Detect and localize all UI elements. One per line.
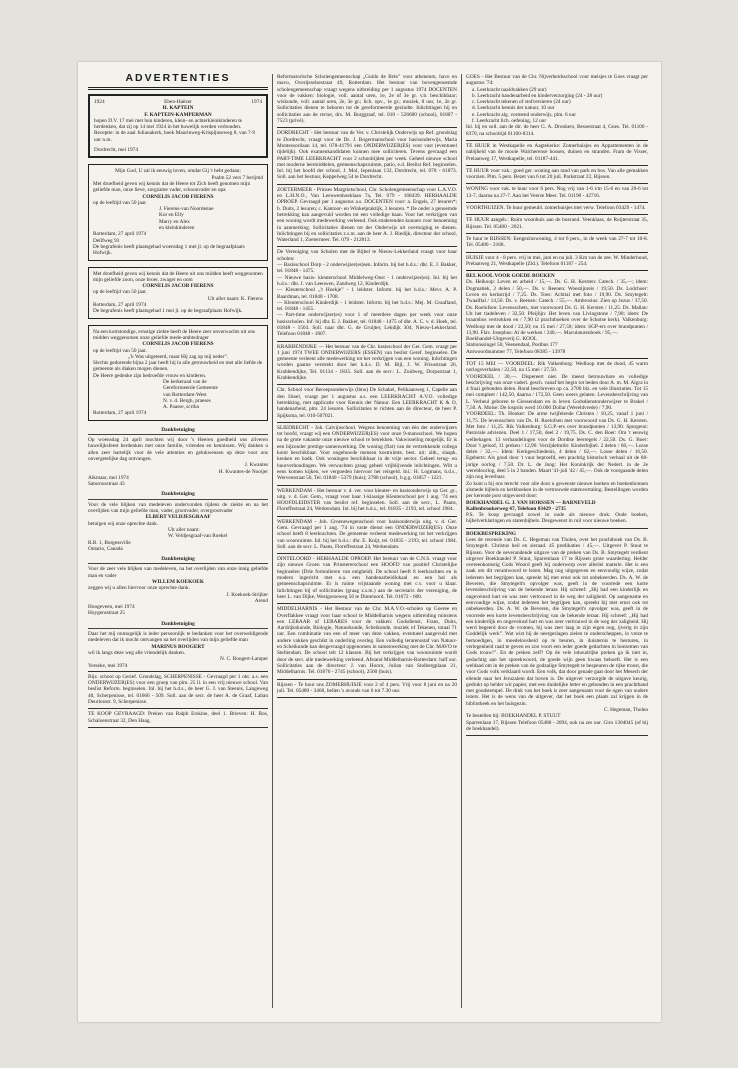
deceased-name: WILLEM KOEKOEK — [152, 579, 204, 585]
notice-text: Met droefheid geven wij kennis dat de Heere uit ons midden heeft weggenomen mijn geliefde zoon, onze broer, zwager en oom — [93, 270, 263, 283]
offer-text: TOT 15 MEI — VOORDEEL: Rik Valkenburg: Wedloop met de dood, 45 warm oorlogsverhalen / 22,50, na 15 mei / 27,50. — [466, 360, 648, 374]
review-signer: C. Hegeman, Tholen — [603, 707, 648, 714]
column-divider — [461, 74, 462, 1008]
classified-ad: WONING voor vak. te huur voor 6 pers. Nog vrij van 1-6 t/m 15-6 en van 29-6 tot 13-7, daarna na 27-7. Aan het Veerse Meer. Tel. 01190 - 42716. — [466, 184, 648, 203]
notice-text: Met droefheid geven wij kennis dat de Heere tot Zich heeft genomen mijn geliefde man, onze lieve, zorgzame vader, schoonvader en opa — [93, 180, 251, 194]
deceased-name: ELBERT VELDJESGRAAF — [145, 514, 211, 521]
column-right — [466, 72, 648, 1010]
deceased-name: CORNELIS JACOB FIERENS — [142, 283, 214, 290]
ad-intro: GOES - Het Bestuur van de Chr. Nijverheidsschool voor meisjes te Goes vraagt per augustus '74: — [466, 74, 648, 87]
offer-text: P.S. Te koop gevraagd zowel in oude als nieuwe druk: Oude boeken, bijbelverklaringen en statenbijbels. Desgewenst in ruil voor nieuwe boeken. — [466, 512, 648, 525]
place-date: Rotterdam, 27 april 1974 — [93, 231, 147, 238]
classified-ad: MIDDELHARNIS - Het Bestuur van de Chr. M.A.V.O.-scholen op Goeree en Overflakkee vraagt voor haar school te Middelharnis wegens uitbreiding minstens een LERAAR of LERARES voor de vakken: Godsdienst, Frans, Duits, Aardrijkskunde, Biologie, Natuurkunde, Scheikunde, muziek of Tekenen, totaal 71 uur. Een combinatie van een of meer van deze vakken, eventueel aangevuld met andere vakken geschikt in onderling overleg. Een volledig lerarensstaf van Natuur- en Scheikunde kan desgevraagd opgenomen in samenwerking met de Chr. MAVO te Stellendam. De school telt 12 klassen. Bij het verkrijgen van woonruimte wordt door de secr. alle medewerking verleend. Afstand Middelharnis-Rotterdam: half uur. Sollicitaties aan de directeur: J. van Hoorn, Julian van Stolbergplaan 21, Middelharnis. Tel. 01870 - 2745 (school), 2560 (huis). — [277, 604, 457, 679]
classified-ad: ZOETERMEER - Prinses Margrietschool, Chr. Scholengemeenschap voor L.A.V.O. en L.H.N.O., Van Leeuwenhoeklaan 7a, Tel. 079 - 168439. HERHAALDE OPROEP. Gevraagd per 1 augustus a.s. DOCENTEN voor: a. Engels, 27 lesuren*; b. Duits, 2 lesuren; c. Kantoor- en Winkelpraktijk, 3 lesuren. * De onder a genoemde betrekking kan aangevuld worden tot een volledige baan. Voor het verkrijgen van een woning wordt medewerking verleend. Ook studerenden kunnen voor benoeming in aanmerking. Sollicitaties dienen tot der Onderwijs uit overtuiging te dienen. Inlichtingen bij en sollicitaties z.s.m. aan de heer A. J. Riedijk, directeur der school, Waterland 1, Zoetermeer. Tel. 079 - 212813. — [277, 185, 457, 248]
person-name: H. KAPTEIN — [162, 105, 194, 112]
year-left: 1924 — [94, 99, 105, 105]
thanks-heading: Dankbetuiging — [88, 491, 268, 499]
classified-ad: TE KOOP GEVRAAGD: Preken van Ralph Erskine, deel 1. Brieven: H. Bos, Schaloenstraat 32, Den Haag. — [88, 709, 268, 728]
notice-text: Na een kortstondige, ernstige ziekte heeft de Heere zeer onverwachts uit ons midden weggenomen onze geliefde mede-ambtsdrager — [93, 328, 256, 341]
verse-ref: Psalm 52 vers 7 berijmd — [211, 174, 263, 181]
thanks-text: zeggen wij u allen hiervoor onze oprechte dank. — [88, 585, 190, 592]
ad-outro: Inl. bij en soll. aan de dir. de heer G. A. Dronkers, Bessestraat 4, Goes. Tel. 01100 - 8370, na schooltijd 01100-8314. — [466, 124, 648, 137]
mourners: Uit aller naam: K. Fierens — [207, 295, 263, 302]
age: op de leeftijd van 50 jaar. — [93, 199, 147, 206]
deceased-name: CORNELIS JACOB FIERENS — [142, 193, 214, 200]
review-title: BOEKBESPREKING — [466, 530, 517, 537]
obituary-notice — [88, 325, 268, 421]
classified-ad: WERKENDAM - Het bestuur v. d. ver. voor kleuter- en basisonderwijs op Ger. gr., uitg. v. d. Ger. Gem., vraagt voor haar 1-klassige Kleuterschool per 1 aug. '74 een HOOFDLEIDSTER van beslist ref. beginselen. Soll. aan de secr., L. Paans, Floreffestraat 24, Werkendam. Inl. bij het h.d.s., tel. 01835 - 2193, tel. school 1984. — [277, 486, 457, 517]
thanks-names: Uit aller naam: W. Veldjesgraaf-van Roekel — [168, 526, 228, 540]
thanks-names: J. Kwantes H. Kwantes-de Nooijer — [218, 462, 268, 475]
classified-ad: De Vereniging van Scholen met de Bijbel te Nieuw-Lekkerland vraagt voor haar scholen: — Basisschool Dorp - 2 onderwijzer(es)sen. Inform. bij het h.d.s.: dhr. E. J. Bakker, tel. 01848 - 1475. — Nieuwe basis- kleuterschool Middelweg-Oost - 1 onderwijzer(es). Inl. bij het h.d.s.: dhr. J. van Leeuwen, Zandweg 12, Kinderdijk. — Kleuterschool „'t Hoekje” - 1 leidster. Inform. bij het h.d.s.: Mevr. A. P. Baardman, tel. 01848 - 1708. — Kleuterschool Kinderdijk - 1 leidster. Inform. bij het h.d.s.: Mej. M. Graafland, tel. 01848 - 1455. — Part-time onderwijzer(es) voor 1 of meerdere dagen per week voor onze basisscholen. Inf. bij dhr. E. J. Bakker, tel. 01848 - 1475 of dhr. A. C. v. d. Hoek, tel. 01848 - 1503. Soll. naar dhr. G. de Gruijter, Lekdijk 304, Nieuw-Lekkerland. Telefoon 01848 - 1807. — [277, 247, 457, 341]
obituary-notice — [88, 164, 268, 260]
burial-text: De begrafenis heeft plaatsgehad 1 mei jl. op de begraafplaats Hofwijk. — [93, 308, 243, 315]
bookshop-title: BEL KOOL VOOR GOEDE BOEKEN — [466, 273, 555, 280]
motto: Eben-Haëzer — [164, 99, 192, 105]
list-item: b. Leerkracht handenarbeid en kinderverzorging (24 - 28 uur) — [472, 92, 603, 99]
bookshop-ad — [466, 271, 648, 359]
bookshop-address: Te bestellen bij: BOEKHANDEL P. STUUT Sparrenlaan 17, Rijssen Telefoon 05480 - 2094, ook na zes uur. Giro 1304045 (of bij de boekhandel). — [466, 713, 648, 732]
column-left — [88, 72, 268, 1010]
thanks-text: betuigen wij onze oprechte dank. — [88, 520, 159, 527]
thanks-heading: Dankbetuiging — [88, 427, 268, 435]
address: Saturnusstraat 43 — [88, 481, 125, 488]
notice-text: hopen D.V. 17 mei met hun kinderen, klein- en achterkleinkinderen te herdenken, dat zij op 14 mei 1924 in het huwelijk werden verbonden. — [94, 117, 243, 131]
classified-ad: KRABBENDIJKE — Het bestuur van de Chr. basisschool der Ger. Gem. vraagt per 1 juni 1974 TWEE ONDERWIJZERS (ESSEN) van beslist Geref. beginselen. De gemeente verleent alle medewerking tot het verkrijgen van een woning. Inlichtingen worden gaarne verstrekt door het h.d.s. D. M. Bijl, J. W. Frisostraat 26, Krabbendijke, Tel. 01134 - 1835. Soll. aan de secr.: L. Zuidweg, Dorpsstraat 1, Krabbendijke. — [277, 342, 457, 386]
thanks-names: J. Koekoek-Strijker Arend — [226, 591, 268, 604]
classified-ad: SLIEDRECHT - Joh. Calvijnschool. Wegens benoeming van één der onderwijzers tot hoofd, vraagt wij een ONDERWIJZER(ES) voor onze 9-mansschool. We hopen na de grote vakantie onze nieuwe school te betrekken. Vakwisseling mogelijk. Er is een bijzonder prettige samenwerking. De woning (flat) van de vertrekkende collega komt beschikbaar. Voor ongehuwde mensen kostruimte, best. uit: zitk., slaapk. keuken en badk. Ook woningen beschikbaar in de vrije sector. Geheel terug- en huurverhoudingen. We verwachten graag geheel vrijblijvende inlichtingen. Wilt u eens komen kijken, we vergoeden hiervoor het reisgeld. Inl.: H. Logmans, h.d.s., Wervenstraat 50, Tel. 01840 - 5379 (huis); 2788 (school), b.g.g. 01857 - 1221. — [277, 423, 457, 486]
list-item: e. Leerkracht alg. vormend onderwijs, plm. 6 uur — [472, 111, 576, 118]
list-item: f. Leerkracht lich. oefening, 12 uur — [472, 118, 547, 125]
newspaper-page — [78, 62, 661, 1022]
place-date: R.R. 1, Burgessville Ontario, Canada — [88, 539, 131, 552]
bookshop-address: BOEKHANDEL G. J. VAN HORSSEN — BARNEVELD Kallenbrookerweg 47, Telefoon 03429 - 2735 — [466, 499, 596, 512]
column-middle — [277, 72, 457, 1010]
notice-text: De Heere gedenke zijn bedroefde vrouw en kinderen. — [93, 372, 207, 379]
notice-text: Slechts gedurende bijna 2 jaar heeft hij in alle getrouwheid en met alle liefde de gemeente als diaken mogen dienen. — [93, 360, 263, 373]
age: op de leeftijd van 50 jaar. — [93, 289, 147, 296]
burial-text: De begrafenis heeft plaatsgehad woensdag 1 mei jl. op de begraafplaats Hofwijk. — [93, 243, 245, 257]
place-date: Alkmaar, mei 1974 — [88, 474, 129, 481]
place-date: Rotterdam, 27 april 1974 — [93, 410, 147, 417]
classified-ad: DORDRECHT - Het bestuur van de Ver. v. Christelijk Onderwijs op Ref. grondslag te Dordrecht, vraagt voor de Ds. J. Bogermanschool voor basisonderwijs, Maria Montessorilaan 14, tel. 078-41791 een ONDERWIJZER(ES) voor vast (eventueel tijdelijk). Ook examenkandidaten kunnen mee solliciteren. Tevens gevraagd een PART-TIME LEERKRACHT voor 2 schooltijden per week. Geheel nieuwe school met moderne leermiddelen, gemeenschapsruimte, patio, e.d. Beslist Ref. beginselen. Inl. bij het hoofd der school, J. Mol, Iepenlaan 132, Dordrecht, tel. 078 - 61873. Soll. aan het bestuur, Keppelweg 54 te Dordrecht. — [277, 128, 457, 184]
bookshop-text: Ds. Heikoop: Leven en arbeid / 15,—. Ds. G. H. Kersten: Catech. / 35,—; idem: Dogmatiek, 2 delen / 50,—. Ds. v. Reenen: Woestijnreis / 19,50. Ds. Lodcboer: Leven en kerkstrijd / 7,25. Ds. Toes: Achttal met foto / 19,90. Ds. Smytegelt: Twaalftal / 14,50. Ds. v. Reenen: Catech. / 55,—. Ambrosius: Zien op Jezus / 37,50. Ds. Roelofsen: Levensschets, met voorwoord Ds. G. H. Kersten / 11,25. Ds. Mallan: Uit het tiadeleven / 32,50. Pfeijlijn: Het leven van Livingstone / 7,90; idem: De braambos vertrokken en / 7,90 t2 prachtboeken over de Schotse kerk). Valkenburg: Wedloop met de dood / 22,50; nu 15 mei / 27,50; idem: SGP-ers over brandpunten / 13,90. Flav. Josephus: Al de werken / 240,—. Maculaturenboek / 95,—. — [466, 279, 648, 336]
anniversary-notice — [88, 94, 268, 158]
bookshop-address: Boekhandel-Uitgeverij G. KOOL Stationssingel 50, Veenendaal, Postbus 177 Antwoordnummer 77, Telefoon 08385 - 13978 — [466, 336, 566, 355]
place-date: Dordrecht, mei 1974 — [94, 147, 138, 154]
verse: Mijn God, U zal ik eeuwig loven, omdat Gij 't hebt gedaan; — [115, 168, 241, 175]
classified-ad: Chr. School voor Beroepsonderwijs (lbno) De Schakel, Pelikaanweg 1, Capelle aan den IJssel, vraagt per 1 augustus a.s. een LEERKRACHT A.V.O. volledige betrekking, met applicatie voor Kennis der Natuur. Een LEERKRACHT K & O, handenarbeid, plm. 24 lesuren. Sollicitaties te richten aan de directeur, de heer P. Spijksma, tel. 010-507021. — [277, 385, 457, 422]
age: op de leeftijd van 50 jaar. — [93, 347, 147, 354]
deceased-name: MARINUS BOOGERT — [151, 643, 205, 650]
classified-ad: TE HUUR in Westkapelle en Aagtekerke: Zomerhuisjes en Appartementen in de nabijheid van de mooie Walcherense bossen, duinen en stranden. Fram de Visser, Prelaatweg 17, Westkapelle, tel. 01187-441. — [466, 141, 648, 166]
classified-ad: HUISJE voor 4 - 8 pers. vrij in mei, juni en na juli. 3 Km van de zee. W. Minderhoud, Prelaatweg 21, Westkapelle (Zld.). Telefoon 01187 - 254. — [466, 253, 648, 272]
thanks-names: N. C. Boogert-Lamper — [220, 656, 268, 663]
thanks-heading: Dankbetuiging — [88, 556, 268, 564]
classified-ad — [466, 72, 648, 141]
book-review — [466, 529, 648, 737]
classified-ad: VOORTHUIZEN. Te huur gemeubl. zomerhuisjes met verw. Telefoon 03429 - 1474. — [466, 203, 648, 215]
person-name: F. KAPTEIN-KAMPERMAN — [144, 111, 212, 118]
thanks-text: Voor de vele blijken van medeleven ondervonden tijdens de ziekte en na het overlijden van mijn geliefde man, vader, grootvader, overgrootvader — [88, 501, 268, 515]
list-item: d. Leerkracht kennis der natuur, 10 uur — [472, 105, 555, 112]
thanks-text: Daar het mij onmogelijk is ieder persoonlijk te bedanken voor het overweldigende medeleven dat ik mocht ontvangen na het overlijden van mijn geliefde man — [88, 631, 268, 644]
place-date: Yerseke, mei 1974 — [88, 662, 128, 669]
classified-ad: TE HUUR aangeb.: Ruim woonhuis aan de boerand. Veenklaas, de Ruijterstraat 35, Rijssen. Tel. 05480 - 2021. — [466, 215, 648, 234]
offer-text: VOORDEEL: Th. Hooker: De arme twijfelende Christen / 10,25, vanaf 1 juni / 11,75. De levensschets van Ds. H. Roelofsen met voorwoord van Ds. G. H. Kersten. Met foto / 11,25. Rik Valkenburg: S.G.P.-ers over brandpunten / 13,90. Spurgeon: Pastorale adviezen. Deel 1 / 17,50, deel 2 / 19,75. Ds. C. den Boer: Om 't eeuwig welbehagen. 13 verhandelingen voor de Dordtse leerregels / 22,50. Ds. G. Boer: Door 't geloof, 11 preken / 12,90. Verzijdelmiht: Kinderbijbel. 2 delen / 60,—. Losse delen / 32,—. Idem: Kerkgeschiedenis, 4 delen / 62,—. Losse delen / 16,50. Egeberts: Als goud door 't vuur beproefd, een prachtig historisch verhaal uit de 80-jarige oorlog / 7,50. Dr. L. de Jong: Het Koninkrijk der Nederl. in de 2e wereldoorlog, deel 5 in 2 banden. Maart '41-juli '42 / 45,—. Ook de voorgaande delen zijn nog leverbaar. — [466, 411, 648, 481]
offer-text: VOORDEEL / 30,—. Dispereert niet. De meest betrouwbare en volledige beschrijving van onze vaderl. gesch. vanaf het begin tot heden door A. m. M. Algra in 4 fraai gebonden delen. Rond beschreven op ca. 2700 blz. en vele illustraties. Tot 15 mei compleet / 142,50, daarna / 172,50. Geen weers gelaten. Levensbeschrijving van L. Verheul geboren te Giessendam en in leven Godsdienstonderwijzer te Brakel / 7,50. A. Moise: De lospriis werd 10.000 Dollar (Wereldvrede) / 7,90. — [466, 373, 648, 412]
classified-ad: Te huur te RIJSSEN: Eengezinswoning, 4 tot 6 pers., in de week van 27-7 tot 10-8. Tel. 05480 - 2168. — [466, 234, 648, 253]
signer: De kerkeraad van de Gereformeerde Gemeente van Rotterdam-West N. v. d. Bergh, praeses A. Paasse, scriba — [163, 378, 218, 411]
deceased-name: CORNELIS JACOB FIERENS — [142, 341, 214, 348]
year-right: 1974 — [251, 99, 262, 105]
page-masthead: ADVERTENTIES — [125, 72, 231, 84]
thanks-text: Voor de zeer vele blijken van medeleven, na het overlijden van onze innig geliefde man en vader — [88, 566, 268, 579]
list-item: c. Leerkracht tekenen of stofversieren (24 uur) — [472, 99, 571, 106]
mourners: J. Fierens-van Noordenne Kor en Elly Marry en Alex en kleinkinderen — [159, 206, 214, 232]
address: Dellfweg 93 — [93, 237, 120, 244]
review-text: Lees de recensie van Ds. C. Hegeman van Tholen, over het prachtboek van Ds. B. Smytegelt. Christus heil en sieraad. 45 predikaties / 45,—. Uitgever P. Stuut te Rijssen. Voor de oeverandende uitgave van de preken van Ds. B. Smytegelt verdient uitgever Boekhandel P. Stuut, Sparrenlaan 17 te Rijssen grote waardering. Helder overeenkomstig Gods Woord geeft hij onderwerp over allerlei materie. Het is een zaak om dit verantwoord te lezen. Mag nog uitgegeven en eenvoudig wijze, zodat iedereen het begrijpen kan, spreekt hij met ernst ook tot onbekeerden. Ds. A. W. de Beveren, die Smytegelt's opvolger was, geeft in de voorrede een korte levensbeschrijving van de bekende leraar. Hij schreef: „Hij had een kinderlijk en ongeveinsd hart en was zeer vertrouwd in de weg der zaligheid. Op aangename en eenvoudige wijze, zodat iedereen het begrijpen kan, spreekt hij met ernst ook tot onbekeerden. Ds. A. W. de Beveren, die Smytegelt's opvolger was, geeft in de voorrede een korte levensbeschrijving van de bekende leraar. Hij schreef: „Hij had een kinderlijk en ongeveinsd hart en was zeer vertrouwd in de weg der zaligheid. Hij werd begeerd door de vromen, hij was zeer laag in zijn eigen oog, ijverig in zijn Goddelijk werk”. Wat wist hij de neergeslagen zielen te onderscheppen, in vreze te bemoedigen, in moedeloosheid op te beuren, in duisternis te besturen, in verlegenheid raad te geven en zoo voort een ieder goede gedachten in boezemen van Gods trouw!”. En de preken zelf? Op de vele inhoudrijke preken ga ik niet in, gedachtig aan het spreekwoord, de goede wijn geen kwaas behoeft. Het is een weldaad om in de preken van de godzalige Smytegelt te bespeuren de rijke troost, die voor Gods volk verklaard wordt. Een volk, dat door genade gaat door het Mesech der ellende naar het Jeruzalem dat boven is. De uitgever verzorgde de uitgave keurig, gedrukt op helder wit papier, met een duidelijke letter en gebonden in een prachtband met goudstempel. De druk van het boek is zeer aangenaam voor de ogen van oudere lezers. Het is de wens van de uitgever, dat het boek een plaats zal krijgen in de bibliotheek en het huisgezin. — [466, 537, 648, 707]
masthead-rule — [88, 87, 268, 90]
bookshop-ad — [466, 359, 648, 529]
obituary-notice — [88, 267, 268, 319]
classified-ad: WERKENDAM - Joh. Groenewegenschool voor basisonderwijs uitg. v. d. Ger. Gem. Gevraagd per 1 aug. '74 in vaste dienst een ONDERWIJZER(ES). Onze school heeft 8 leerkrachten. De gemeente verleent medewerking tot het verkrijgen van woonruimte. Inl. bij het h.d.s.: dhr. E. Knijt, tel. 01835 - 2193, tel. school 1984. Soll. aan de secr. L. Paans, Floreffestraat 24, Werkendam. — [277, 517, 457, 554]
classified-ad: DINTELOORD - HERHAALDE OPROEP. Het bestuur van de C.N.S. vraagt voor zijn nieuwe Groen van Prinstererschool een HOOFD van positief Christelijke beginselen (Drie formulieren van enigheid). De school heeft 8 leerkrachten en is modern ingericht met o.a. een handenarbeidlokaal en een hal als gemeenschapsruimte. Er is ruime vrijstaande woning met c.v. voor u klaar. Inlichtingen bij of sollicitaties (graag z.s.m.) aan de secretaris der vereniging, de heer L. van Dijke, Westgorseweg 56 te Dinteloord. Tel. 01672 - 600. — [277, 554, 457, 604]
thanks-text: wil ik langs deze weg alle vriendelijk danken. — [88, 649, 186, 656]
classified-ad: Reformatorische Scholengemeenschap „Guido de Brès” voor atheneum, havo en mavo, Overijsselsestraat 49, Rotterdam. Het bestuur van bovengenoemde scholengemeenschap vraagt wegens uitbreiding per 1 augustus 1974 DOCENTEN voor de vakken: biologie, voll. aantal uren, 1e, 2e of 3e gr. v.b. beschikbaar; wiskunde, voll. aantal uren, 2e, 3e gr.; lich. opv., 1e gr.; muziek, 8 uur, 1e, 2e gr. Sollicitaties dienen te behoren tot de gereformeerde gezindte. Inlichtingen bij en sollicitaties aan de rector, drs. M. Burggraaf, tel. 010 - 526600 (school), 01807 - 7523 (privé). — [277, 72, 457, 128]
thanks-heading: Dankbetuiging — [88, 621, 268, 629]
classified-ad: Rijssen - Te huur ons ZOMERHUISJE voor 2 of 4 pers. Vrij voor 8 juni en na 20 juli. Tel. 05480 - 3468, bellen 's avonds van 6 tot 7.30 uur. — [277, 680, 457, 699]
offer-text: Zo kunt u bij ons terecht voor alle door u gewenste nieuwe boeken en boekenbonnen alsmede bijbels en kerkboeken in de vertrouwde statenvertaling. Bestellingen worden per kerende post uitgevoerd door: — [466, 480, 648, 500]
place-date: Rotterdam, 27 april 1974 — [93, 302, 147, 309]
column-divider — [272, 74, 273, 1008]
place-date: Hoogeveen, mei 1974 Huygensstraat 25 — [88, 604, 135, 617]
reception-text: Receptie: in de zaal Julianakerk, hoek Maurinweg-Krispijnseweg 8, van 7-9 uur n.m. — [94, 130, 256, 143]
quote: „'k Was uitgeteerd, maar Hij zag op mij neder”. — [127, 353, 229, 360]
classified-ad: Bijz. school op Gerief. Grondslag, SCHERPENISSE - Gevraagd per 1 okt. a.s. een ONDERWIJZER(ES) voor een groep van plm. 25 ll. in een vrij nieuwe school. Van beslist Reform. beginselen. Inl. bij het h.d.s., de heer G. J. van Steenis, Langeweg 40, Scherpenisse, tel. 01666 - 509. Soll. aan de secr. de heer A. de Graaf, Laban Deurloostr. 9, Scherpenisse. — [88, 671, 268, 709]
classified-ad: TE HUUR voor vak.: goed ger. woning aan rand van park en bos. Van alle gemakken voorzien. Plm. 5 pers. Bezet van 6 tot 20 juli. Parkstraat 22, Rijssen. — [466, 166, 648, 185]
list-item: a. Leerkracht naaldvakken (29 uur) — [472, 86, 547, 93]
thanks-text: Op woensdag 24 april mochten wij door 's Heeren goedheid ons zilveren huwelijksfeest herdenken met onze familie, vrienden en kennissen. Wij danken u allen zeer hartelijk voor de vele attenties en gelukwensen op deze voor ons onvergetelijke dag ontvangen. — [88, 437, 268, 462]
